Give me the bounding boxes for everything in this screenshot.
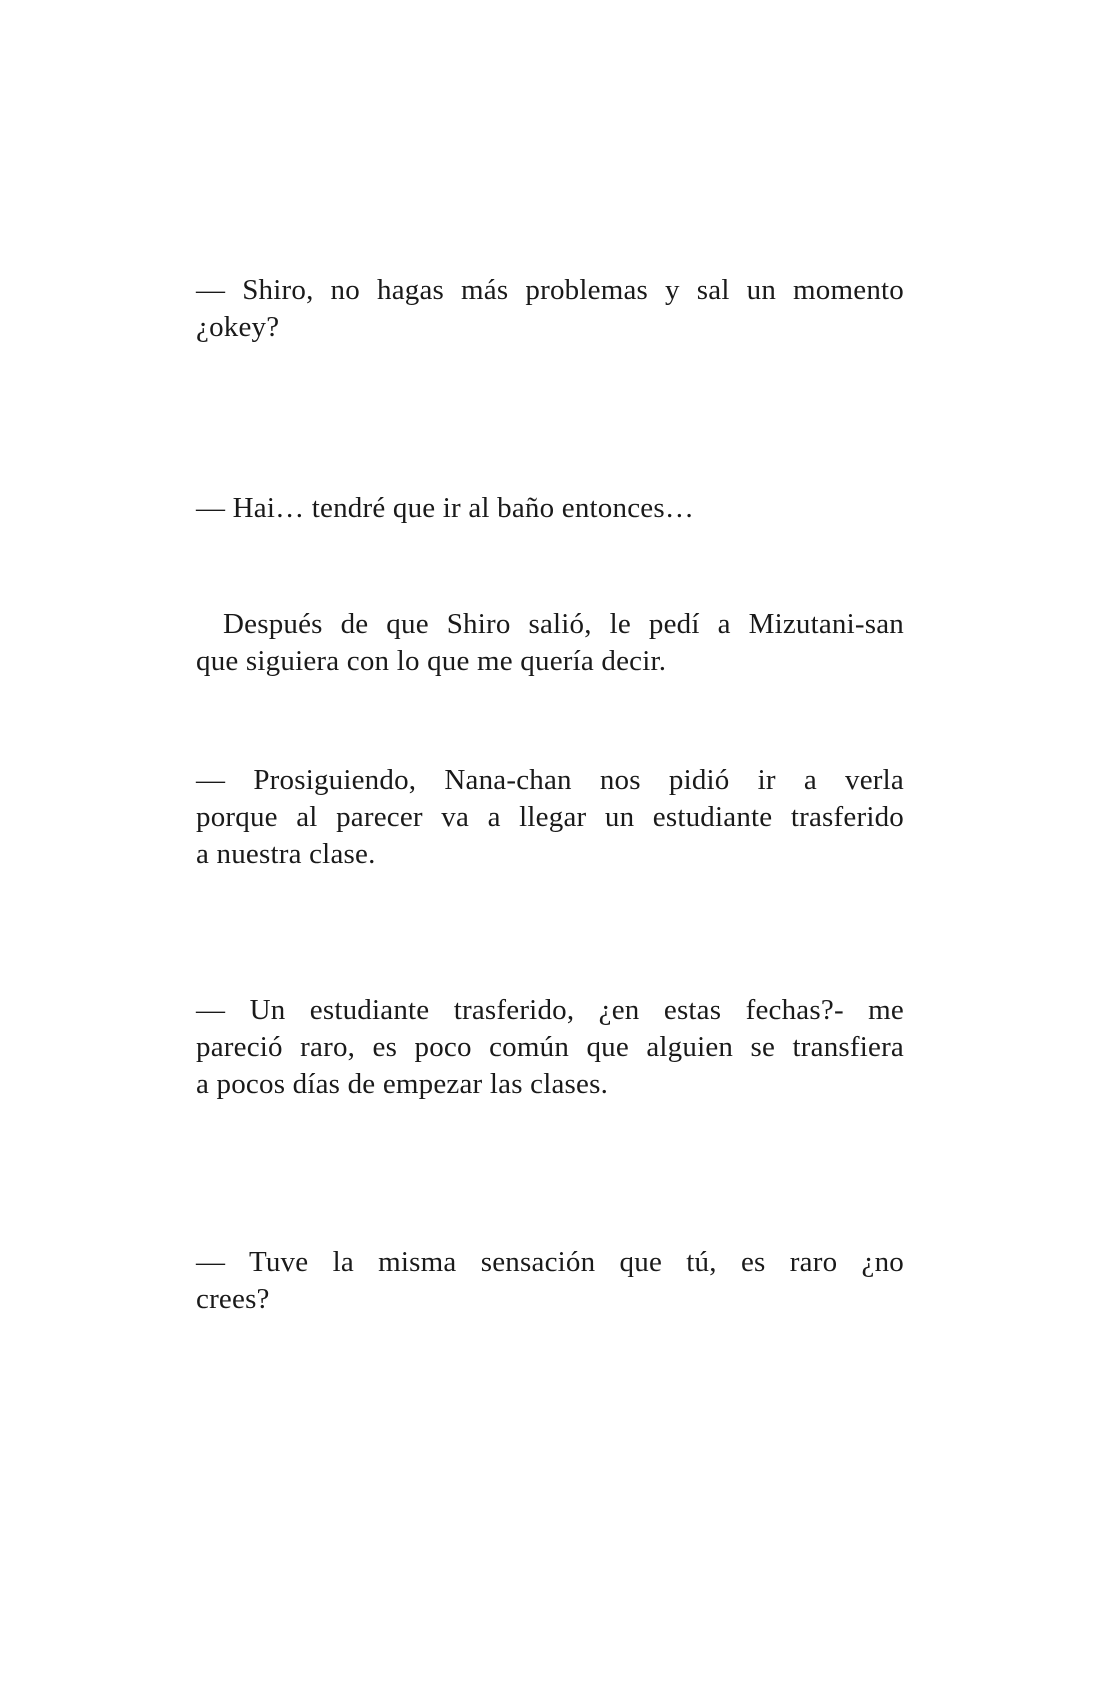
text-line: a pocos días de empezar las clases. <box>196 1068 609 1100</box>
text-line: a nuestra clase. <box>196 838 376 870</box>
text-line: ¿okey? <box>196 311 280 343</box>
text-line: — Shiro, no hagas más problemas y sal un momento <box>196 274 904 306</box>
narration-paragraph <box>196 606 904 680</box>
text-line: pareció raro, es poco común que alguien se transfiera <box>196 1031 904 1063</box>
text-line: que siguiera con lo que me quería decir. <box>196 645 667 677</box>
dialogue-paragraph <box>196 490 904 527</box>
text-line: — Tuve la misma sensación que tú, es raro ¿no <box>196 1246 904 1278</box>
dialogue-paragraph <box>196 1244 904 1318</box>
dialogue-paragraph <box>196 272 904 346</box>
text-line: — Prosiguiendo, Nana-chan nos pidió ir a verla <box>196 764 904 796</box>
text-line: porque al parecer va a llegar un estudiante trasferido <box>196 801 904 833</box>
dialogue-paragraph <box>196 762 904 873</box>
text-line: — Hai… tendré que ir al baño entonces… <box>196 492 695 524</box>
dialogue-paragraph <box>196 992 904 1103</box>
text-line: crees? <box>196 1283 270 1315</box>
text-line: Después de que Shiro salió, le pedí a Mizutani-san <box>223 608 904 640</box>
text-line: — Un estudiante trasferido, ¿en estas fechas?- me <box>196 994 904 1026</box>
